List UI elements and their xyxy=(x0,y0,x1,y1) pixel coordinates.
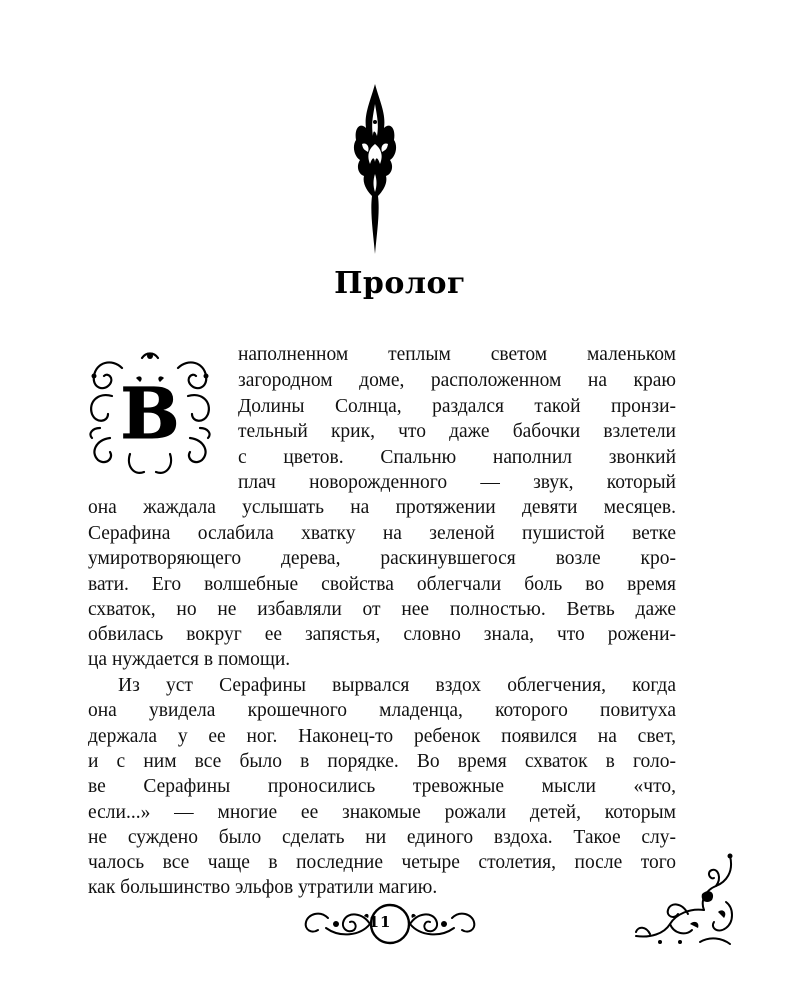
text-line: она жаждала услышать на протяжении девяти месяцев. xyxy=(88,497,676,518)
text-line: Из уст Серафины вырвался вздох облегчения, когда xyxy=(118,675,676,696)
text-line: схваток, но не избавляли от нее полностью. Ветвь даже xyxy=(88,599,676,620)
text-line: вати. Его волшебные свойства облегчали боль во время xyxy=(88,574,676,595)
text-line: умиротворяющего дерева, раскинувшегося возле кро- xyxy=(88,548,676,569)
text-line: с цветов. Спальню наполнил звонкий xyxy=(238,447,676,468)
text-line: ве Серафины проносились тревожные мысли «что, xyxy=(88,776,676,797)
text-line: Долины Солнца, раздался такой пронзи- xyxy=(238,396,676,417)
text-line: плач новорожденного — звук, который xyxy=(238,472,676,493)
text-line: держала у ее ног. Наконец-то ребенок появился на свет, xyxy=(88,726,676,747)
chapter-title: Пролог xyxy=(334,266,466,301)
text-line: как большинство эльфов утратили магию. xyxy=(88,877,438,898)
corner-flourish-icon xyxy=(630,852,740,947)
top-ornament-icon xyxy=(350,82,400,257)
text-line: наполненном теплым светом маленьком xyxy=(238,344,676,365)
text-line: она увидела крошечного младенца, которого повитуха xyxy=(88,700,676,721)
page-number: 11 xyxy=(368,913,392,931)
text-line: чалось все чаще в последние четыре столетия, после того xyxy=(88,852,676,873)
text-line: если...» — многие ее знакомые рожали детей, которым xyxy=(88,802,676,823)
text-line: загородном доме, расположенном на краю xyxy=(238,370,676,391)
dropcap-letter: В xyxy=(120,372,180,455)
text-line: ца нуждается в помощи. xyxy=(88,649,291,670)
dropcap-ornament xyxy=(82,348,218,480)
text-line: Серафина ослабила хватку на зеленой пушистой ветке xyxy=(88,523,676,544)
text-line: и с ним все было в порядке. Во время схваток в голо- xyxy=(88,751,676,772)
text-line: тельный крик, что даже бабочки взлетели xyxy=(238,421,676,442)
text-line: обвилась вокруг ее запястья, словно знала, что рожени- xyxy=(88,624,676,645)
text-line: не суждено было сделать ни единого вздоха. Такое слу- xyxy=(88,827,676,848)
